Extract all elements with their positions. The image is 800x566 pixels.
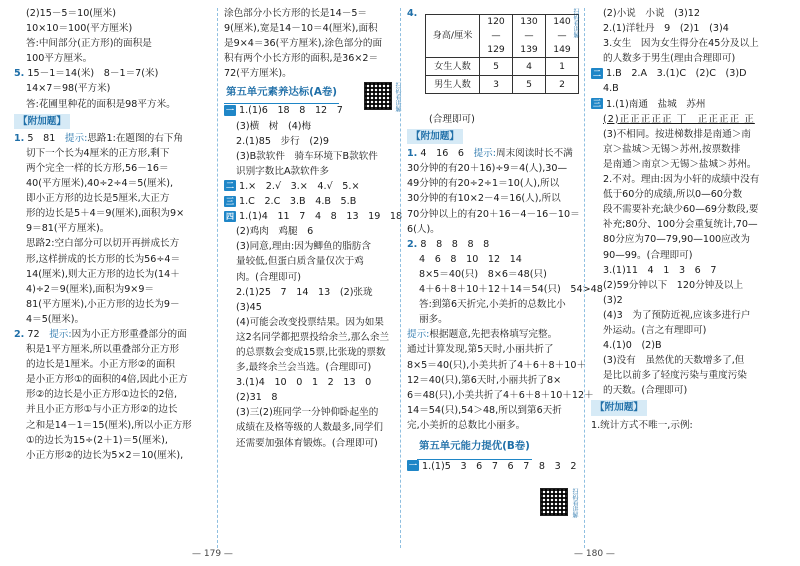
- column-divider: [584, 8, 585, 548]
- text-line: 14＝54(只),54＞48,所以到第6天折: [407, 404, 562, 416]
- text-line: [224, 194, 394, 209]
- text-line: 的边长是1厘米。小正方形②的面积: [26, 359, 176, 371]
- unit-title-row: [407, 433, 579, 459]
- text-line: 3.女生 因为女生得分在45分及以上: [603, 38, 759, 50]
- column-divider: [400, 8, 401, 548]
- text-line: [14, 131, 210, 146]
- answer-text: 4 16 6: [420, 148, 464, 160]
- text-line: 80分应为70—79,90—100应改为: [603, 234, 750, 246]
- text-line: 多,最终余兰会当选。(合理即可): [236, 362, 372, 374]
- text-line: (4)3 为了预防近视,应该多进行户: [603, 309, 751, 321]
- text-line: 1.统计方式不唯一,示例:: [591, 419, 693, 431]
- text-line: 90—99。(合理即可): [603, 249, 693, 261]
- text-line: 通过计算发现,第5天时,小丽共折了: [407, 344, 554, 356]
- answer-text: 1.(1)6 18 8 12 7: [239, 105, 343, 117]
- text-line: 量较低,但蛋白质含量仅次于鸡: [236, 256, 364, 268]
- text-line: (2)小说 小说 (3)12: [603, 8, 700, 19]
- qr-code-label: 扫码看讲解: [572, 8, 579, 38]
- column-1: [14, 6, 210, 463]
- text-line: (3)45: [236, 301, 262, 313]
- text-line: 4＝5(厘米)。: [26, 313, 85, 325]
- answer-text: 1.(1)南通 盐城 苏州: [606, 98, 706, 110]
- answer-text: 5 81: [27, 132, 56, 144]
- text-line: 10×10＝100(平方厘米): [26, 23, 133, 35]
- text-line: 8×5＝40(只) 8×6＝48(只): [419, 268, 547, 280]
- text-line: 低于60分的成绩,所以0—60分数: [603, 189, 743, 201]
- text-line: 4)÷2＝9(厘米),面积为9×9＝: [26, 283, 155, 295]
- table-block: [407, 6, 579, 90]
- section-marker: 四: [226, 211, 234, 221]
- section-header-row: [14, 112, 210, 131]
- text-line: 完,小美折的总数比小丽多。: [407, 419, 526, 431]
- table-header-cell: 120—129: [480, 15, 513, 58]
- table-cell: 1: [546, 58, 579, 76]
- qr-code-icon[interactable]: [540, 488, 568, 516]
- text-line: 4.(1)0 (2)B: [603, 340, 662, 352]
- page-number-right: — 180 —: [574, 549, 615, 559]
- text-line: 答:中间部分(正方形)的面积是: [26, 38, 152, 50]
- text-line: (3)B款软件 骑车环境下B款软件: [236, 150, 378, 162]
- table-header-cell: 140—149: [546, 15, 579, 58]
- text-line: 6＝48(只),小美共折了4＋6＋8＋10＋12＋: [407, 389, 594, 401]
- text-line: 之和是14－1＝15(厘米),所以小正方形: [26, 419, 192, 431]
- text-line: 81(平方厘米),小正方形的边长为9－: [26, 298, 180, 310]
- text-line: 70分钟以上的有20＋16－4－16－10＝: [407, 208, 580, 220]
- answer-text: 1.× 2.√ 3.× 4.√ 5.×: [239, 180, 360, 192]
- table-cell: 5: [480, 58, 513, 76]
- hint-label: 提示:: [473, 148, 497, 160]
- table-header-cell: 130—139: [513, 15, 546, 58]
- text-line: 成绩在及格等级的人数最多,同学们: [236, 422, 383, 434]
- text-line: ①的边长为15÷(2＋1)＝5(厘米),: [26, 434, 168, 446]
- text-line: 14(厘米),则大正方形的边长为(14＋: [26, 268, 180, 280]
- text-line: 30分钟的有10×2－4＝16(人),所以: [407, 193, 561, 205]
- qr-code-icon[interactable]: [364, 82, 392, 110]
- section-marker: 三: [226, 196, 234, 206]
- question-number: 4.: [407, 8, 418, 19]
- text-line: 4 6 8 10 12 14: [419, 253, 522, 265]
- extra-section-header: 【附加题】: [591, 400, 647, 415]
- text-line: 外运动。(言之有理即可): [603, 324, 707, 336]
- question-number: 1.: [407, 148, 418, 160]
- text-line: 形②的边长是小正方形①边长的2倍,: [26, 389, 178, 401]
- text-line: 涂色部分小长方形的长是14－5＝: [224, 8, 368, 19]
- hint-text: 根据题意,先把表格填写完整。: [429, 329, 558, 341]
- answer-text: 1.(1)4 11 7 4 8 13 19 18: [239, 211, 403, 223]
- hint-text: 周末阅读时长不满: [496, 148, 573, 160]
- text-line: [224, 179, 394, 194]
- text-line: 即小正方形的边长是5厘米,大正方: [26, 193, 170, 205]
- answer-text: 8 8 8 8 8: [420, 238, 490, 250]
- table-cell: 2: [546, 76, 579, 94]
- text-line: 这2名同学都把票投给余兰,那么余兰: [236, 331, 390, 343]
- column-3: [407, 6, 603, 474]
- text-line: 形的边长是5＋4＝9(厘米),面积为9×: [26, 208, 185, 220]
- table-row: [426, 15, 579, 58]
- answer-text: 72: [27, 328, 40, 340]
- text-line: [407, 146, 579, 161]
- text-line: (3)同意,理由:因为鲫鱼的脂肪含: [236, 241, 371, 253]
- text-line: 答:到第6天折完,小美折的总数比小: [419, 299, 566, 311]
- table-cell: 5: [513, 76, 546, 94]
- text-line: 9＝81(平方厘米)。: [26, 223, 110, 235]
- text-line: 9(厘米),宽是14－10＝4(厘米),面积: [224, 23, 378, 35]
- text-line: 识别字数比A款软件多: [236, 165, 329, 177]
- text-line: 形,这样拼成的长方形的长为56÷4＝: [26, 253, 181, 265]
- text-line: 的人数多于男生(理由合理即可): [603, 53, 736, 65]
- text-line: 段不需要补充;缺少60—69分数段,要: [603, 204, 759, 216]
- question-number: 2.: [14, 328, 25, 340]
- text-line: [224, 209, 403, 224]
- hint-label: 提示:: [49, 328, 72, 340]
- text-line: 是小正方形①的面积的4倍,因此小正方: [26, 374, 188, 386]
- text-line: 3.(1)4 10 0 1 2 13 0: [236, 377, 372, 389]
- text-line: [407, 459, 579, 474]
- hint-text: 思路1:在题图的右下角: [87, 132, 183, 144]
- text-line: 40(平方厘米),40÷2÷4＝5(厘米),: [26, 178, 174, 190]
- section-marker: 一: [226, 105, 234, 115]
- text-line: 49分钟的有20÷2÷1＝10(人),所以: [407, 178, 560, 190]
- text-line: 切下一个长为4厘米的正方形,剩下: [26, 147, 170, 159]
- text-line: [14, 66, 210, 81]
- text-line: 3.(1)11 4 1 3 6 7: [603, 264, 717, 276]
- extra-section-header: 【附加题】: [407, 129, 463, 144]
- question-number: 2.: [407, 238, 418, 250]
- text-line: 小正方形②的边长为5×2＝10(厘米),: [26, 449, 184, 461]
- text-line: 4.B: [603, 83, 619, 95]
- column-divider: [217, 8, 218, 548]
- section-header-row: [591, 398, 791, 417]
- text-line: 肉。(合理即可): [236, 271, 302, 283]
- text-line: 72(平方厘米)。: [224, 68, 292, 80]
- text-line: 并且小正方形①与小正方形②的边长: [26, 404, 178, 416]
- unit-title: 第五单元能力提优(B卷): [417, 433, 532, 460]
- height-table: [425, 14, 579, 94]
- hint-label: 提示:: [407, 329, 430, 341]
- hint-text: 因为小正方形重叠部分的面: [71, 328, 187, 340]
- text-line: 的总票数会变成15票,比张珑的票数: [236, 346, 386, 358]
- text-line: 是南通＞南京＞无锡＞盐城＞苏州。: [603, 158, 757, 170]
- text-line: (合理即可): [429, 114, 475, 125]
- text-line: 还需要加强体育锻炼。(合理即可): [236, 437, 378, 449]
- table-cell: 4: [513, 58, 546, 76]
- text-line: 补充;80分、100分会重复统计,70—: [603, 219, 758, 231]
- column-4: [591, 6, 791, 433]
- answer-text: 1.C 2.C 3.B 4.B 5.B: [239, 196, 357, 208]
- section-marker: 三: [593, 99, 601, 109]
- text-line: (3)三(2)班同学一分钟仰卧起坐的: [236, 407, 379, 419]
- answer-text: 1.(1)5 3 6 7 6 7 8 3 2: [422, 460, 577, 472]
- table-cell: 3: [480, 76, 513, 94]
- answer-text: 15－1＝14(米) 8－1＝7(米): [27, 68, 159, 80]
- text-line: 京＞盐城＞无锡＞苏州,按票数排: [603, 143, 741, 155]
- text-line: (3)2: [603, 294, 623, 306]
- section-marker: 二: [226, 181, 234, 191]
- text-line: (4)可能会改变投票结果。因为如果: [236, 316, 384, 328]
- text-line: 2.不对。理由:因为小轩的成绩中没有: [603, 174, 760, 186]
- table-row: [426, 58, 579, 76]
- table-cell: 女生人数: [426, 58, 480, 76]
- table-corner-cell: 身高/厘米: [426, 15, 480, 58]
- tally-marks: (2)正正正正正 丅 正正正正 正: [603, 113, 755, 125]
- text-line: (2)鸡肉 鸡腿 6: [236, 226, 314, 238]
- text-line: 两个完全一样的长方形,56－16＝: [26, 162, 169, 174]
- text-line: 积有两个小长方形的面积,是36×2＝: [224, 53, 379, 65]
- text-line: (2)31 8: [236, 392, 278, 404]
- section-marker: 二: [593, 68, 601, 78]
- text-line: 30分钟的有20＋16)÷9＝4(人),30—: [407, 163, 568, 175]
- hint-label: 提示:: [64, 132, 88, 144]
- question-number: 5.: [14, 68, 25, 80]
- text-line: [591, 66, 791, 81]
- text-line: 100平方厘米。: [26, 53, 93, 65]
- unit-title: 第五单元素养达标(A卷): [224, 81, 339, 104]
- section-header-row: [407, 127, 579, 146]
- text-line: (3)没有 虽然优的天数增多了,但: [603, 355, 745, 367]
- qr-code-label: 扫码看讲解: [571, 488, 578, 518]
- text-line: 8×5＝40(只),小美共折了4＋6＋8＋10＋: [407, 359, 587, 371]
- text-line: 答:花圃里种花的面积是98平方米。: [26, 98, 176, 110]
- text-line: [591, 97, 791, 112]
- text-line: 的天数。(合理即可): [603, 385, 688, 397]
- text-line: [407, 327, 579, 342]
- text-line: 丽多。: [419, 314, 448, 326]
- text-line: (2)15－5＝10(厘米): [26, 8, 116, 19]
- text-line: (3)不相同。按进梯数排是南通＞南: [603, 128, 751, 140]
- text-line: 14×7＝98(平方米): [26, 83, 111, 95]
- text-line: (2)59分钟以下 120分钟及以上: [603, 279, 744, 291]
- text-line: [407, 237, 579, 252]
- text-line: 思路2:空白部分可以切开再拼成长方: [26, 238, 180, 250]
- extra-section-header: 【附加题】: [14, 114, 70, 129]
- text-line: 2.(1)85 步行 (2)9: [236, 135, 330, 147]
- page-number-left: — 179 —: [192, 549, 233, 559]
- text-line: 积是1平方厘米,所以重叠部分正方形: [26, 344, 180, 356]
- table-cell: 男生人数: [426, 76, 480, 94]
- text-line: 是9×4＝36(平方厘米),涂色部分的面: [224, 38, 383, 50]
- text-line: (3)横 树 (4)梅: [236, 120, 312, 132]
- text-line: 2.(1)25 7 14 13 (2)张珑: [236, 286, 373, 298]
- tally-line: [591, 112, 791, 127]
- qr-code-label: 扫码看讲解: [394, 82, 401, 112]
- text-line: 6(人)。: [407, 223, 440, 235]
- answer-text: 1.B 2.A 3.(1)C (2)C (3)D: [606, 68, 747, 80]
- text-line: 4＋6＋8＋10＋12＋14＝54(只) 54>48: [419, 284, 603, 296]
- text-line: 2.(1)洋牡丹 9 (2)1 (3)4: [603, 23, 729, 35]
- table-row: [426, 76, 579, 94]
- question-number: 1.: [14, 132, 25, 144]
- text-line: 12＝40(只),第6天时,小丽共折了8×: [407, 374, 562, 386]
- text-line: 是比以前多了轻度污染与重度污染: [603, 370, 747, 382]
- section-marker: 一: [409, 461, 417, 471]
- text-line: [14, 327, 210, 342]
